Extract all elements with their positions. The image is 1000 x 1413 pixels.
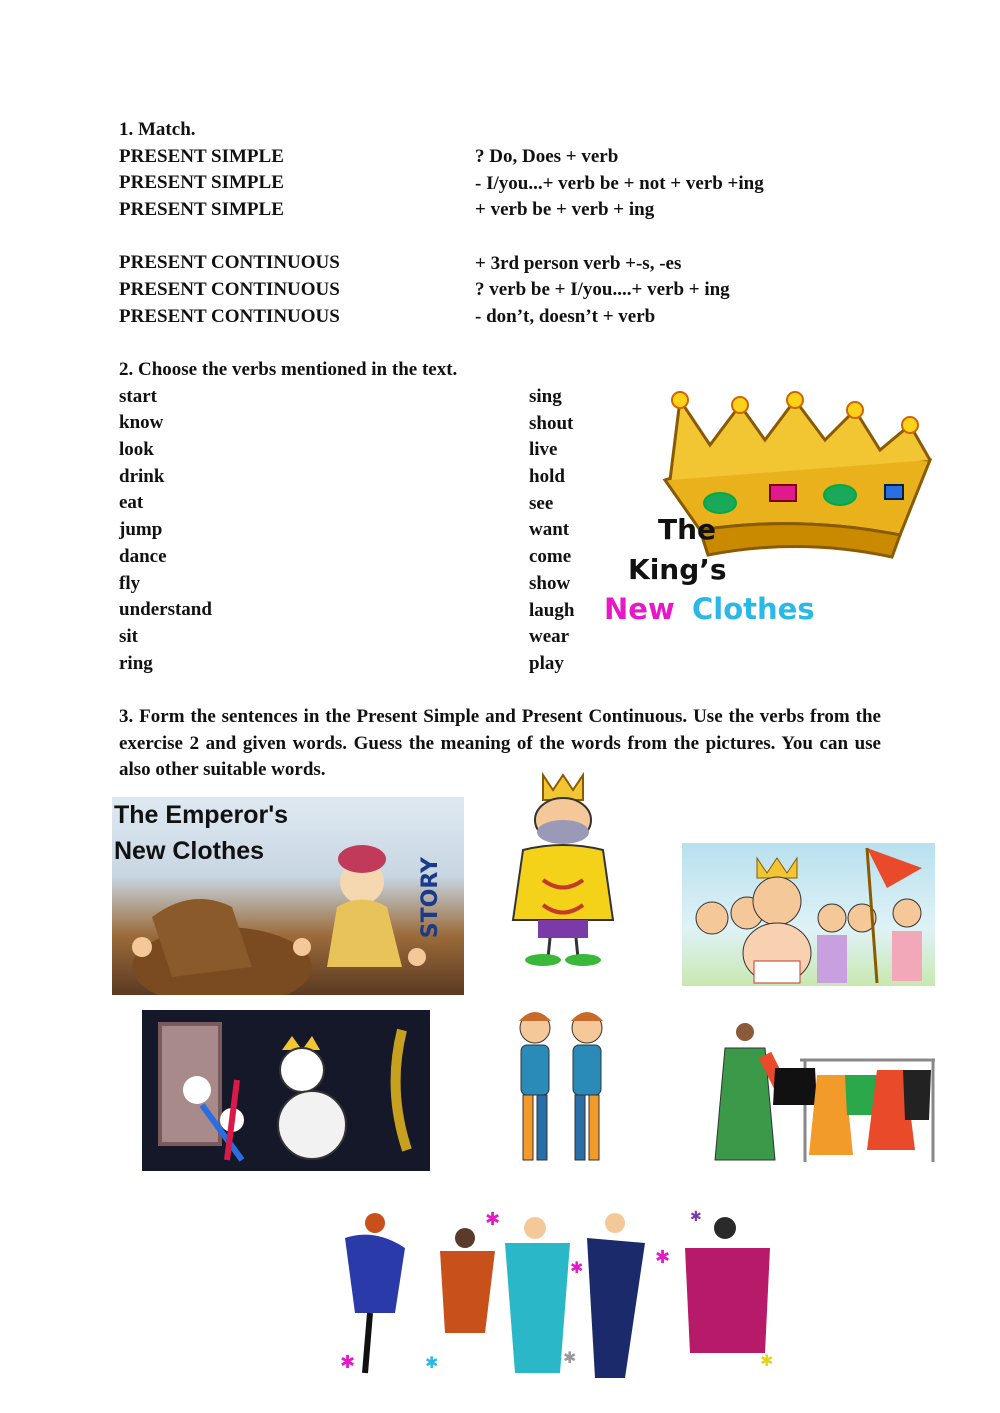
poster-title-2: New Clothes (114, 837, 265, 865)
crowd-illustration (682, 843, 935, 986)
crown-title-line2: King’s (628, 553, 727, 586)
svg-text:✱: ✱ (690, 1209, 702, 1225)
section2-heading: 2. Choose the verbs mentioned in the text. (119, 359, 458, 380)
crowd-picture (682, 843, 935, 986)
verb-item: show (529, 572, 571, 594)
match-right-2: - I/you...+ verb be + not + verb +ing (475, 172, 764, 194)
verb-item: see (529, 492, 554, 514)
match-left-3: PRESENT SIMPLE (119, 199, 284, 221)
verb-item: ring (119, 652, 153, 674)
svg-text:✱: ✱ (563, 1348, 577, 1367)
svg-text:✱: ✱ (655, 1247, 671, 1268)
match-left-6: PRESENT CONTINUOUS (119, 305, 340, 327)
svg-text:✱: ✱ (760, 1351, 774, 1370)
match-right-5: ? verb be + I/you....+ verb + ing (475, 279, 730, 301)
verb-item: dance (119, 545, 167, 567)
section1-heading: 1. Match. (119, 119, 196, 140)
crown-title-clothes: Clothes (692, 592, 815, 626)
crown-title-new: New (604, 592, 675, 626)
svg-text:✱: ✱ (340, 1352, 356, 1373)
king-figure (488, 770, 638, 970)
section1 (119, 117, 340, 331)
section2-verbs-col2 (529, 384, 574, 678)
verb-item: laugh (529, 599, 575, 621)
verb-item: know (119, 412, 164, 434)
verb-item: sing (529, 386, 562, 407)
verb-item: sit (119, 625, 138, 647)
verb-item: wear (529, 626, 570, 648)
match-right-3: + verb be + verb + ing (475, 199, 655, 221)
emperor-poster (112, 797, 464, 995)
match-left-2: PRESENT SIMPLE (119, 172, 284, 194)
weavers-illustration (505, 1003, 617, 1181)
verb-item: play (529, 652, 564, 674)
king-picture (488, 770, 638, 970)
match-left-1: PRESENT SIMPLE (119, 145, 284, 167)
verb-item: start (119, 385, 157, 407)
svg-text:✱: ✱ (425, 1353, 439, 1372)
match-left-4: PRESENT CONTINUOUS (119, 252, 340, 274)
dancers-picture (325, 1203, 785, 1386)
verb-item: fly (119, 572, 141, 594)
clothes-rack-picture (705, 1020, 943, 1168)
verb-item: want (529, 519, 570, 541)
verb-item: hold (529, 466, 565, 488)
verb-item: shout (529, 412, 574, 434)
clothes-rack-illustration (705, 1020, 943, 1168)
section3-instructions: 3. Form the sentences in the Present Simple and Present Continuous. Use the verbs from the exercise 2 and given words. Guess the meaning of the words from the pictures. You can use also other suitable words. (119, 706, 881, 781)
section2-verbs-col1 (119, 357, 457, 677)
weavers-picture (505, 1003, 617, 1181)
crown-title-line1: The (658, 513, 717, 546)
svg-text:✱: ✱ (485, 1209, 501, 1230)
match-right-6: - don’t, doesn’t + verb (475, 306, 656, 328)
match-right-1: ? Do, Does + verb (475, 146, 619, 167)
svg-text:✱: ✱ (570, 1258, 584, 1277)
mirror-scene-illustration (142, 1010, 430, 1171)
match-left-5: PRESENT CONTINUOUS (119, 279, 340, 301)
verb-item: live (529, 439, 558, 461)
match-right-column (475, 144, 764, 331)
verb-item: drink (119, 465, 165, 487)
verb-item: understand (119, 599, 212, 621)
verb-item: eat (119, 492, 144, 514)
verb-item: jump (119, 519, 163, 541)
verb-item: look (119, 439, 154, 461)
verb-item: come (529, 546, 572, 568)
crown-illustration (600, 385, 945, 635)
match-right-4: + 3rd person verb +-s, -es (475, 252, 682, 274)
dancers-illustration (325, 1203, 785, 1386)
mirror-scene-picture (142, 1010, 430, 1171)
poster-title-1: The Emperor's (114, 801, 289, 829)
poster-side-label: STORY (418, 857, 443, 939)
